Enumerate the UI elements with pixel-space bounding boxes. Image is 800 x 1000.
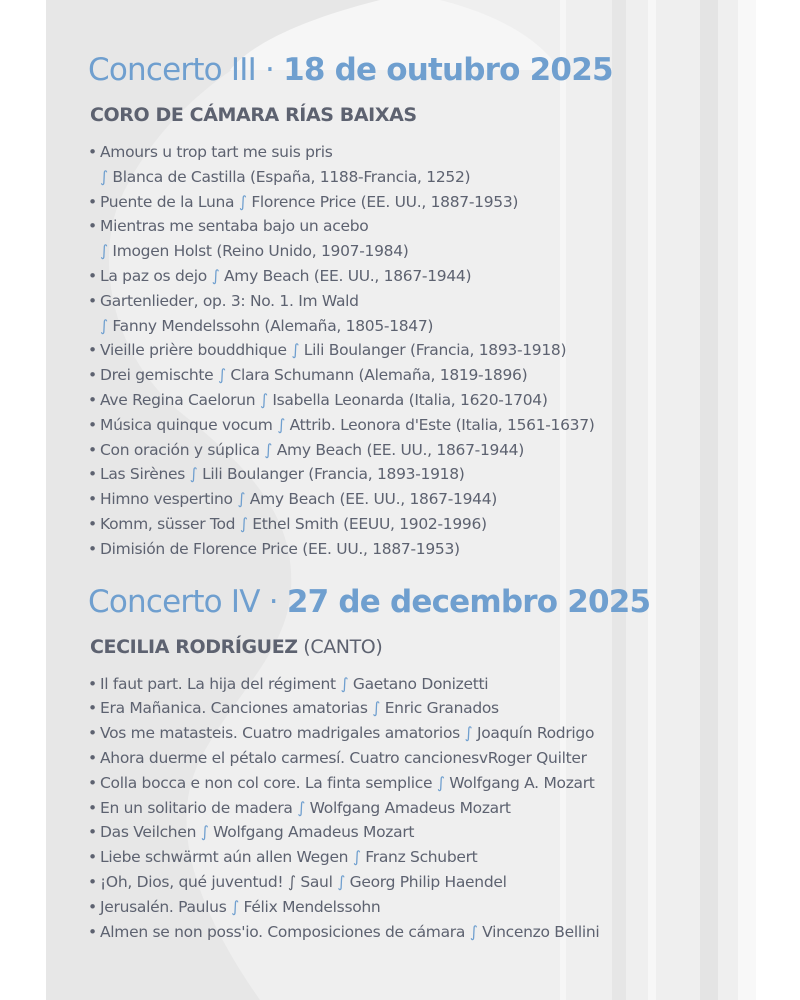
composer-name: Amy Beach (EE. UU., 1867-1944) — [276, 440, 524, 459]
composer-inline — [235, 515, 487, 533]
composer-inline — [336, 675, 489, 693]
program-item — [88, 140, 728, 190]
separator-glyph: ∫ — [100, 242, 108, 261]
composer-name: Clara Schumann (Alemaña, 1819-1896) — [230, 366, 528, 385]
composer-name: Lili Boulanger (Francia, 1893-1918) — [202, 465, 465, 484]
work-title: Con oración y súplica — [100, 440, 260, 459]
work-title: Las Sirènes — [100, 465, 185, 484]
program-item — [88, 870, 728, 895]
work-title: Vos me matasteis. Cuatro madrigales amatorios — [100, 724, 460, 743]
separator-glyph: ∫ — [218, 366, 226, 385]
composer-inline — [460, 724, 594, 742]
composer-name: Vincenzo Bellini — [482, 922, 600, 941]
program-list — [88, 140, 728, 562]
composer-inline — [226, 898, 380, 916]
separator-glyph: ∫ — [100, 167, 108, 186]
separator-glyph: ∫ — [189, 465, 198, 484]
concert-date: 18 de outubro 2025 — [283, 52, 613, 88]
separator-glyph: ∫ — [464, 724, 473, 743]
separator-glyph: ∫ — [100, 316, 108, 335]
work-title: Liebe schwärmt aún allen Wegen — [100, 848, 349, 867]
separator-glyph: ∫ — [469, 922, 478, 941]
work-title: Drei gemischte — [100, 366, 214, 385]
composer-inline — [234, 193, 518, 211]
composer-inline — [348, 848, 477, 866]
composer-name: Joaquín Rodrigo — [476, 724, 595, 743]
composer-inline — [368, 699, 499, 717]
separator-glyph: ∫ — [337, 872, 346, 891]
separator-glyph: ∫ — [372, 699, 381, 718]
composer-line — [100, 165, 728, 190]
composer-inline — [260, 441, 524, 459]
work-title: Gartenlieder, op. 3: No. 1. Im Wald — [100, 291, 359, 310]
concert-title — [88, 580, 728, 624]
program-content — [88, 48, 728, 944]
composer-name: Florence Price (EE. UU., 1887-1953) — [251, 192, 519, 211]
concert-number: Concerto IV · — [88, 583, 287, 620]
composer-name: Wolfgang A. Mozart — [449, 773, 595, 792]
separator-glyph: ∫ — [231, 897, 239, 916]
program-item — [88, 696, 728, 721]
composer-name: Lili Boulanger (Francia, 1893-1918) — [303, 341, 567, 360]
separator-glyph: ∫ — [297, 798, 306, 817]
program-item — [88, 746, 728, 771]
program-item — [88, 721, 728, 746]
concert-date: 27 de decembro 2025 — [286, 583, 651, 620]
composer-inline — [255, 391, 547, 409]
concert-number: Concerto III · — [88, 52, 284, 88]
performer — [90, 634, 728, 660]
program-item — [88, 796, 728, 821]
performer-name: CECILIA RODRÍGUEZ — [90, 635, 298, 658]
composer-name: Ethel Smith (EEUU, 1902-1996) — [252, 514, 487, 533]
program-item — [88, 487, 728, 512]
work-title: Komm, süsser Tod — [100, 514, 236, 533]
work-title: Il faut part. La hija del régiment — [100, 674, 336, 693]
composer-name: Imogen Holst (Reino Unido, 1907-1984) — [112, 242, 409, 261]
composer-inline — [293, 799, 511, 817]
work-title: Almen se non poss'io. Composiciones de cámara — [100, 922, 466, 941]
program-item — [88, 537, 728, 562]
separator-glyph: ∫ — [340, 674, 349, 693]
work-title: ¡Oh, Dios, qué juventud! ∫ Saul — [100, 872, 333, 891]
separator-glyph: ∫ — [352, 848, 361, 867]
composer-inline — [465, 923, 599, 941]
work-title: Ave Regina Caelorun — [100, 390, 256, 409]
work-title: Himno vespertino — [100, 490, 233, 509]
composer-inline — [185, 465, 465, 483]
composer-line — [100, 239, 728, 264]
composer-name: Félix Mendelssohn — [243, 897, 381, 916]
work-title: Dimisión de Florence Price (EE. UU., 1887-1953) — [100, 539, 460, 558]
performer — [90, 102, 728, 128]
program-item — [88, 845, 728, 870]
work-title: Mientras me sentaba bajo un acebo — [100, 217, 369, 236]
performer-role: (CANTO) — [297, 635, 383, 658]
composer-name: Attrib. Leonora d'Este (Italia, 1561-1637) — [289, 415, 595, 434]
work-title: Amours u trop tart me suis pris — [100, 143, 333, 161]
composer-inline — [333, 873, 507, 891]
program-list — [88, 672, 728, 945]
work-title: En un solitario de madera — [100, 798, 293, 817]
concert-title — [88, 48, 728, 92]
composer-name: Blanca de Castilla (España, 1188-Francia, 1252) — [112, 167, 471, 186]
work-title: Vieille prière bouddhique — [100, 341, 287, 360]
program-item — [88, 388, 728, 413]
composer-line — [100, 314, 728, 339]
composer-name: Wolfgang Amadeus Mozart — [309, 798, 511, 817]
composer-name: Amy Beach (EE. UU., 1867-1944) — [249, 490, 498, 509]
program-item — [88, 771, 728, 796]
work-title: Era Mañanica. Canciones amatorias — [100, 699, 368, 718]
composer-inline — [273, 416, 595, 434]
separator-glyph: ∫ — [436, 773, 445, 792]
composer-name: Wolfgang Amadeus Mozart — [213, 823, 415, 842]
composer-inline — [196, 823, 414, 841]
program-item — [88, 820, 728, 845]
background-stripe-5 — [738, 0, 756, 1000]
composer-inline — [432, 774, 594, 792]
program-item — [88, 264, 728, 289]
program-item — [88, 214, 728, 264]
composer-inline — [207, 267, 471, 285]
separator-glyph: ∫ — [200, 823, 209, 842]
composer-name: Georg Philip Haendel — [349, 872, 507, 891]
work-title: Colla bocca e non col core. La finta semplice — [100, 773, 433, 792]
program-item — [88, 512, 728, 537]
program-item — [88, 895, 728, 920]
separator-glyph: ∫ — [291, 341, 300, 360]
work-title: Puente de la Luna — [100, 192, 235, 211]
concert-section — [88, 48, 728, 562]
program-item — [88, 413, 728, 438]
program-item — [88, 190, 728, 215]
composer-name: Franz Schubert — [365, 848, 478, 867]
separator-glyph: ∫ — [264, 440, 273, 459]
separator-glyph: ∫ — [238, 192, 247, 211]
composer-name: Isabella Leonarda (Italia, 1620-1704) — [272, 390, 548, 409]
composer-name: Enric Granados — [384, 699, 499, 718]
program-item — [88, 920, 728, 945]
separator-glyph: ∫ — [211, 266, 220, 285]
program-item — [88, 289, 728, 339]
separator-glyph: ∫ — [237, 490, 246, 509]
composer-inline — [213, 366, 527, 384]
program-item — [88, 672, 728, 697]
program-item — [88, 338, 728, 363]
separator-glyph: ∫ — [239, 514, 248, 533]
work-title: Ahora duerme el pétalo carmesí. Cuatro cancionesvRoger Quilter — [100, 748, 587, 767]
composer-name: Fanny Mendelssohn (Alemaña, 1805-1847) — [112, 316, 434, 335]
work-title: Jerusalén. Paulus — [100, 897, 227, 916]
concert-section — [88, 580, 728, 945]
composer-inline — [233, 490, 497, 508]
composer-inline — [287, 341, 567, 359]
performer-name: CORO DE CÁMARA RÍAS BAIXAS — [90, 104, 417, 126]
program-item — [88, 462, 728, 487]
program-item — [88, 363, 728, 388]
program-item — [88, 438, 728, 463]
separator-glyph: ∫ — [259, 390, 268, 409]
work-title: Música quinque vocum — [100, 415, 273, 434]
separator-glyph: ∫ — [277, 415, 285, 434]
work-title: La paz os dejo — [100, 266, 207, 285]
composer-name: Gaetano Donizetti — [352, 674, 489, 693]
composer-name: Amy Beach (EE. UU., 1867-1944) — [223, 266, 472, 285]
work-title: Das Veilchen — [100, 823, 197, 842]
